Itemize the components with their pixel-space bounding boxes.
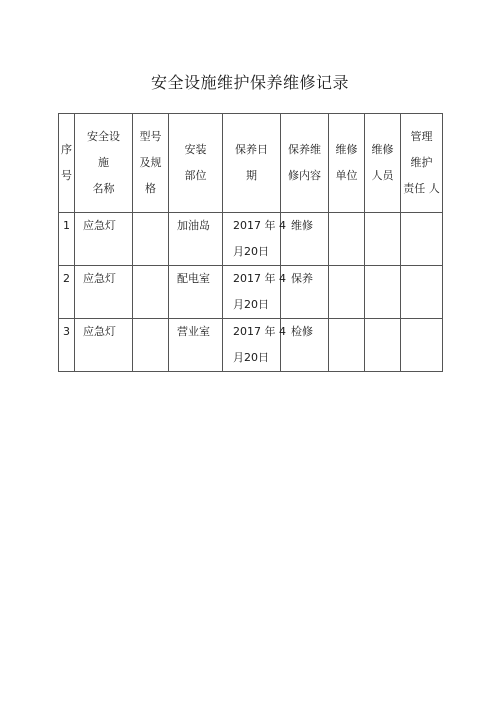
header-text: 格: [145, 182, 156, 195]
header-maintenance-content: [281, 114, 329, 213]
header-text: 期: [246, 169, 257, 182]
header-model-spec: [133, 114, 169, 213]
header-text: 安全设: [87, 130, 120, 143]
header-text: 单位: [335, 169, 358, 182]
header-text: 责任 人: [403, 182, 440, 195]
header-text: 部位: [184, 169, 207, 182]
cell-responsible-person: [401, 213, 443, 266]
maintenance-record-table: [58, 113, 443, 372]
cell-facility-name: 应急灯: [75, 319, 133, 372]
cell-facility-name: 应急灯: [75, 213, 133, 266]
date-line: 2017 年 4: [233, 219, 286, 232]
header-text: 名称: [92, 182, 115, 195]
cell-model-spec: [133, 266, 169, 319]
header-serial-number: [59, 114, 75, 213]
cell-maintenance-date: [223, 266, 286, 319]
cell-install-location: 配电室: [169, 266, 223, 319]
header-facility-name: [75, 114, 133, 213]
cell-serial-number: 3: [59, 319, 75, 372]
header-text: 施: [98, 156, 109, 169]
header-text: 维修: [335, 143, 358, 156]
cell-model-spec: [133, 213, 169, 266]
cell-model-spec: [133, 319, 169, 372]
header-text: 维修: [371, 143, 394, 156]
cell-repair-person: [365, 319, 401, 372]
cell-maintenance-content: 检修: [281, 319, 329, 372]
date-line: 2017 年 4: [233, 272, 286, 285]
cell-responsible-person: [401, 319, 443, 372]
header-text: 管理: [410, 130, 433, 143]
cell-repair-person: [365, 266, 401, 319]
header-text: 型号: [139, 130, 162, 143]
cell-install-location: 营业室: [169, 319, 223, 372]
cell-repair-unit: [329, 319, 365, 372]
header-install-location: [169, 114, 223, 213]
date-line: 2017 年 4: [233, 325, 286, 338]
header-text: 序: [61, 143, 72, 156]
header-maintenance-date: [223, 114, 281, 213]
cell-maintenance-date: [223, 213, 286, 266]
cell-maintenance-content: 维修: [281, 213, 329, 266]
header-responsible-person: [401, 114, 443, 213]
header-text: 保养维: [288, 143, 321, 156]
cell-facility-name: 应急灯: [75, 266, 133, 319]
table-row: [59, 319, 443, 372]
cell-maintenance-content: 保养: [281, 266, 329, 319]
date-line: 月20日: [233, 351, 269, 364]
cell-repair-person: [365, 213, 401, 266]
page-title: 安全设施维护保养维修记录: [150, 73, 349, 92]
cell-maintenance-date: [223, 319, 286, 372]
cell-repair-unit: [329, 213, 365, 266]
header-text: 保养日: [235, 143, 268, 156]
header-text: 号: [61, 169, 72, 182]
cell-responsible-person: [401, 266, 443, 319]
cell-repair-unit: [329, 266, 365, 319]
date-line: 月20日: [233, 245, 269, 258]
table-row: [59, 266, 443, 319]
header-repair-person: [365, 114, 401, 213]
cell-serial-number: 1: [59, 213, 75, 266]
header-text: 及规: [139, 156, 162, 169]
table-row: [59, 213, 443, 266]
header-repair-unit: [329, 114, 365, 213]
header-text: 安装: [184, 143, 207, 156]
header-text: 人员: [371, 169, 394, 182]
header-text: 修内容: [288, 169, 321, 182]
table-header-row: [59, 114, 443, 213]
header-text: 维护: [410, 156, 433, 169]
cell-serial-number: 2: [59, 266, 75, 319]
date-line: 月20日: [233, 298, 269, 311]
cell-install-location: 加油岛: [169, 213, 223, 266]
